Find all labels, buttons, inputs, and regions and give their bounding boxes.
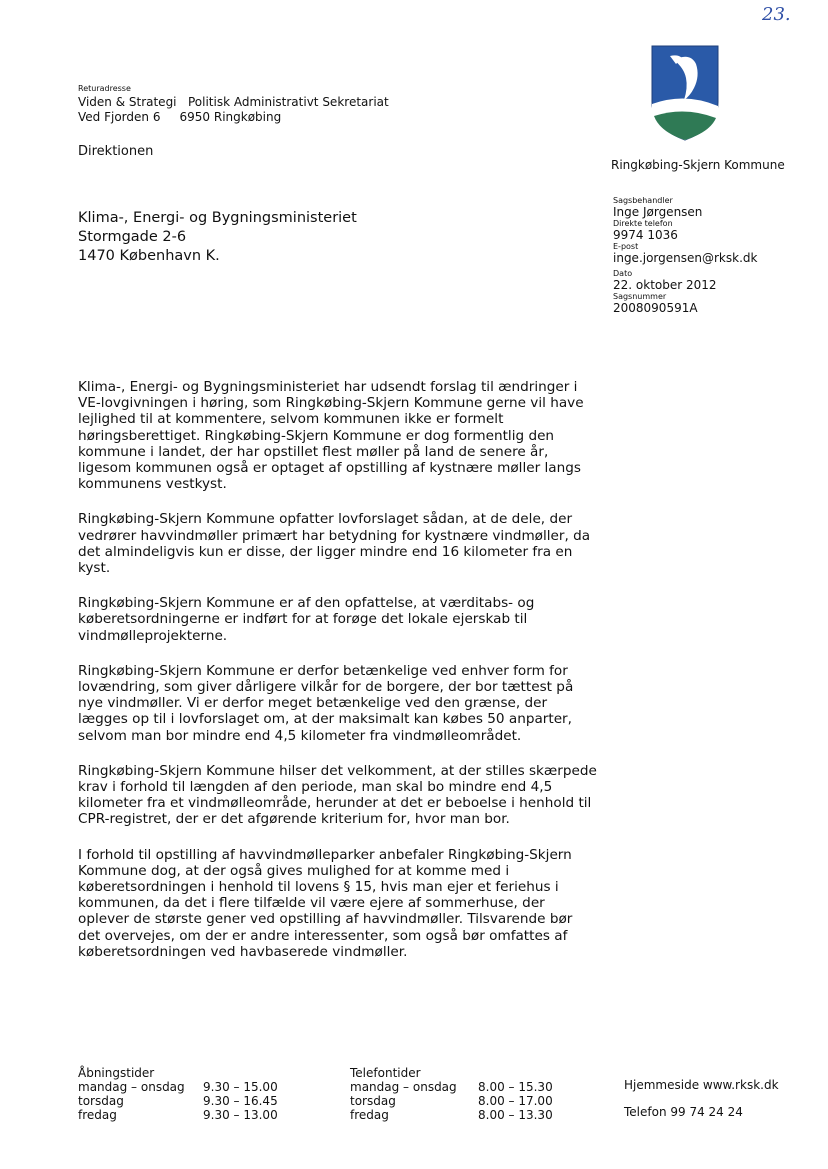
handwritten-page-note: 23. (762, 4, 791, 25)
email-label: E-post (613, 242, 639, 251)
recipient-line-1: Klima-, Energi- og Bygningsministeriet (78, 210, 357, 226)
phone-hours-time: 8.00 – 13.30 (478, 1108, 553, 1122)
opening-day: fredag (78, 1108, 117, 1122)
phone-hours (350, 1066, 553, 1122)
case-number-label: Sagsnummer (613, 292, 667, 301)
case-number: 2008090591A (613, 301, 698, 315)
main-phone: Telefon 99 74 24 24 (624, 1105, 743, 1119)
phone-label: Direkte telefon (613, 219, 673, 228)
return-address-line-1: Viden & Strategi Politisk Administrativt Sekretariat (78, 95, 389, 109)
phone-hours-row (350, 1080, 553, 1094)
opening-time: 9.30 – 13.00 (203, 1108, 278, 1122)
paragraph-3: Ringkøbing-Skjern Kommune er af den opfattelse, at værditabs- og køberetsordningerne er indført for at forøge det lokale ejerskab til vindmølleprojekterne. (78, 595, 535, 644)
phone-hours-day: mandag – onsdag (350, 1080, 457, 1094)
paragraph-6: I forhold til opstilling af havvindmølleparker anbefaler Ringkøbing-Skjern Kommune dog, at der også gives mulighed for at komme med i køberetsordningen i henhold til lovens § 15, hvis man ejer et feriehus i kommunen, da det i flere tilfælde vil være ejere af sommerhuse, der oplever de største gener ved opstilling af havvindmøller. Tilsvarende bør det overvejes, om der er andre interessenter, som også bør omfattes af køberetsordningen ved havbaserede vindmøller. (78, 846, 573, 960)
footer-contact (624, 1078, 779, 1119)
recipient-address (78, 209, 357, 266)
phone-hours-row (350, 1108, 553, 1122)
recipient-line-3: 1470 København K. (78, 248, 220, 264)
email: inge.jorgensen@rksk.dk (613, 251, 758, 265)
paragraph-4: Ringkøbing-Skjern Kommune er derfor betænkelige ved enhver form for lovændring, som giver dårligere vilkår for de borgere, der bor tættest på nye vindmøller. Vi er derfor meget betænkelige ved den grænse, der lægges op til i lovforslaget om, at der maksimalt kan købes 50 anparter, selvom man bor mindre end 4,5 kilometer fra vindmølleområdet. (78, 662, 574, 744)
opening-row (78, 1108, 278, 1122)
phone-hours-day: torsdag (350, 1094, 396, 1108)
kommune-crest-logo (650, 44, 720, 142)
recipient-line-2: Stormgade 2-6 (78, 229, 187, 245)
return-address (78, 95, 389, 125)
caseworker: Inge Jørgensen (613, 205, 703, 219)
paragraph-1: Klima-, Energi- og Bygningsministeriet har udsendt forslag til ændringer i VE-lovgivningen i høring, som Ringkøbing-Skjern Kommune gerne vil have lejlighed til at kommentere, selvom kommunen ikke er formelt høringsberettiget. Ringkøbing-Skjern Kommune er dog formentlig den kommune i landet, der har opstillet flest møller på land de senere år, ligesom kommunen også er optaget af opstilling af kystnære møller langs kommunens vestkyst. (78, 379, 584, 493)
opening-hours (78, 1066, 278, 1122)
paragraph-5: Ringkøbing-Skjern Kommune hilser det velkomment, at der stilles skærpede krav i forhold til længden af den periode, man skal bo mindre end 4,5 kilometer fra et vindmølleområde, herunder at det er beboelse i henhold til CPR-registret, der er det afgørende kriterium for, hvor man bor. (78, 762, 597, 828)
opening-hours-title: Åbningstider (78, 1066, 155, 1080)
kommune-name: Ringkøbing-Skjern Kommune (611, 158, 785, 172)
phone-hours-day: fredag (350, 1108, 389, 1122)
phone-hours-title: Telefontider (350, 1066, 421, 1080)
letter-body (78, 379, 598, 979)
sender-details (613, 196, 813, 315)
phone-hours-time: 8.00 – 17.00 (478, 1094, 553, 1108)
opening-row (78, 1080, 278, 1094)
paragraph-2: Ringkøbing-Skjern Kommune opfatter lovforslaget sådan, at de dele, der vedrører havvindmøller primært har betydning for kystnære vindmøller, da det almindeligvis kun er disse, der ligger mindre end 16 kilometer fra en kyst. (78, 511, 591, 577)
opening-day: mandag – onsdag (78, 1080, 185, 1094)
opening-time: 9.30 – 16.45 (203, 1094, 278, 1108)
date: 22. oktober 2012 (613, 278, 717, 292)
department: Direktionen (78, 144, 154, 159)
opening-day: torsdag (78, 1094, 124, 1108)
caseworker-label: Sagsbehandler (613, 196, 673, 205)
direct-phone: 9974 1036 (613, 228, 678, 242)
opening-time: 9.30 – 15.00 (203, 1080, 278, 1094)
phone-hours-row (350, 1094, 553, 1108)
date-label: Dato (613, 269, 633, 278)
return-address-line-2: Ved Fjorden 6 6950 Ringkøbing (78, 110, 282, 124)
website: Hjemmeside www.rksk.dk (624, 1078, 779, 1092)
opening-row (78, 1094, 278, 1108)
phone-hours-time: 8.00 – 15.30 (478, 1080, 553, 1094)
return-address-label: Returadresse (78, 84, 131, 93)
